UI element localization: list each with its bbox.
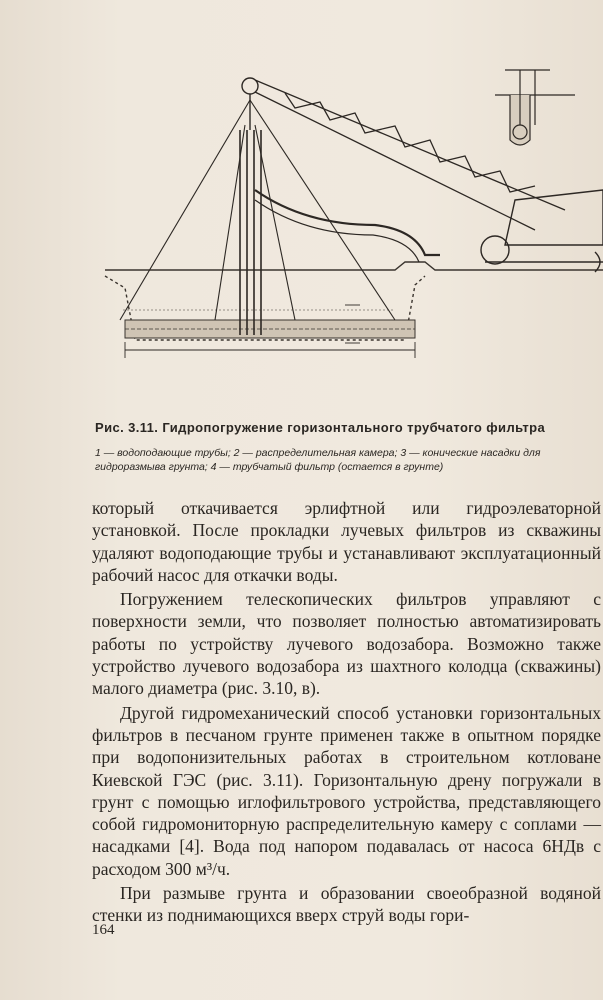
page-number: 164 (92, 922, 115, 938)
mast (240, 130, 261, 335)
figure-caption-title: Рис. 3.11. Гидропогружение горизонтального трубчатого фильтра (95, 420, 546, 435)
supply-hose (255, 190, 440, 255)
section-inset (495, 70, 575, 145)
figure-diagram (95, 40, 603, 410)
figure-caption-legend: 1 — водоподающие трубы; 2 — распределительная камера; 3 — конические насадки для гидроразмыва грунта; 4 — трубчатый фильтр (остается в грунте) (95, 447, 541, 473)
paragraph: Другой гидромеханический способ установки горизонтальных фильтров в песчаном грунте применен также в опытном порядке при водопонизительных работах в строительном котловане Киевской ГЭС (рис. 3.11). Горизонтальную дрену погружали в грунт с помощью иглофильтрового устройства, представляющего собой гидромониторную распределительную камеру с соплами — насадками [4]. Вода под напором подавалась от насоса 6НДв с расходом 300 м³/ч. (92, 702, 601, 879)
paragraph: который откачивается эрлифтной или гидроэлеваторной установкой. После прокладки лучевых фильтров из скважины удаляют водоподающие трубы и устанавливают эксплуатационный рабочий насос для откачки воды. (92, 498, 601, 585)
body-text (92, 497, 601, 927)
paragraph: При размыве грунта и образовании своеобразной водяной стенки из поднимающихся вверх струй воды гори- (92, 883, 601, 926)
crane-body (481, 190, 603, 272)
guy-lines (120, 100, 395, 320)
paragraph: Погружением телескопических фильтров управляют с поверхности земли, что позволяет полностью автоматизировать работы по устройству лучевого водозабора. Возможно также устройство лучевого водозабора из шахтного колодца (скважины) малого диаметра (рис. 3.10, в). (92, 589, 601, 699)
diagram-svg (95, 40, 603, 410)
